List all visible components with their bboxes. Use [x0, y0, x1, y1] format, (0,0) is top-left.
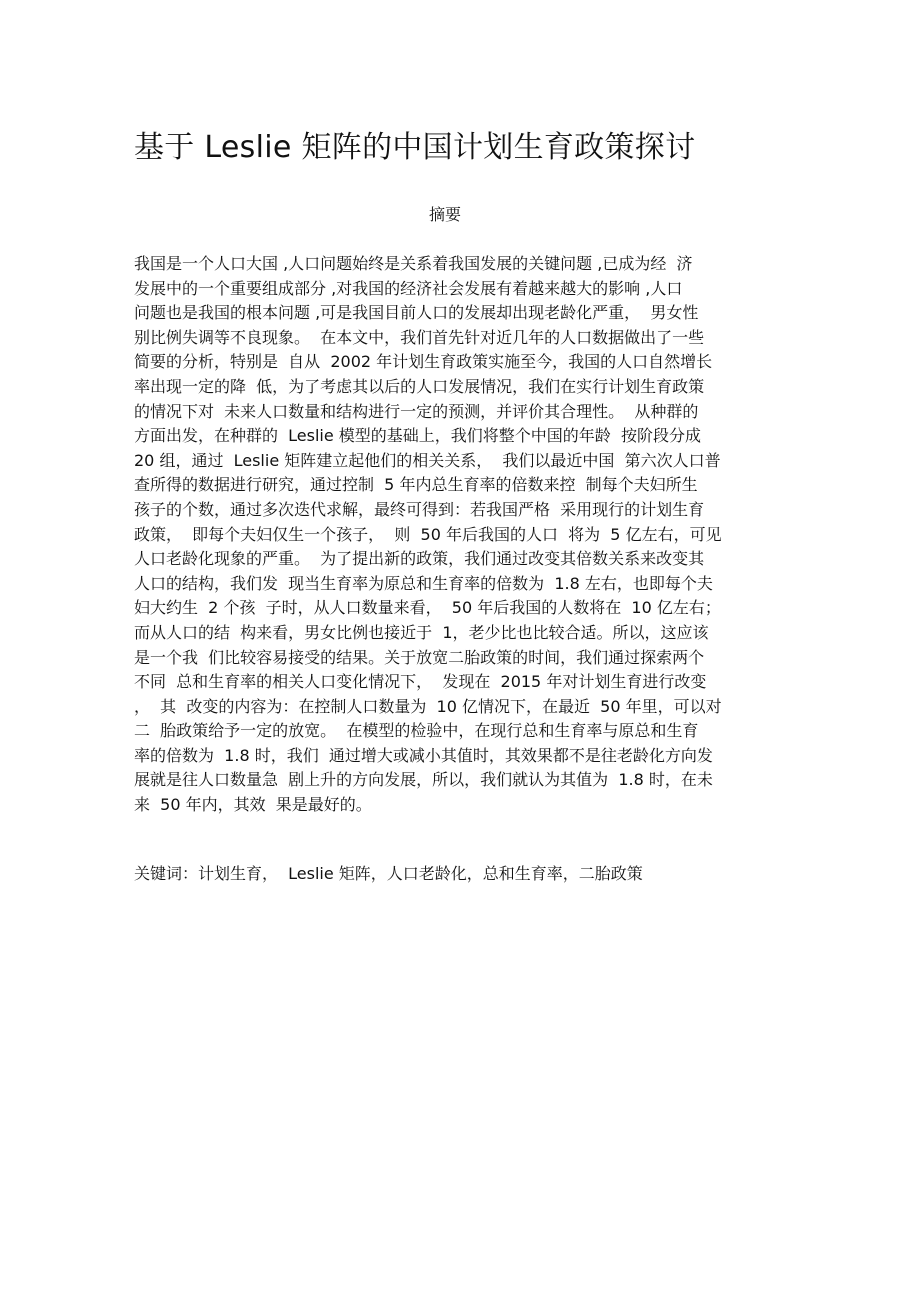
abstract-line: 而从人口的结 构来看，男女比例也接近于 1，老少比也比较合适。所以，这应该: [134, 622, 709, 642]
abstract-line: 查所得的数据进行研究，通过控制 5 年内总生育率的倍数来控 制每个夫妇所生: [134, 475, 698, 495]
abstract-line: 来 50 年内，其效 果是最好的。: [134, 795, 372, 815]
abstract-line: 人口老龄化现象的严重。 为了提出新的政策，我们通过改变其倍数关系来改变其: [134, 549, 705, 569]
abstract-line: 20 组，通过 Leslie 矩阵建立起他们的相关关系， 我们以最近中国 第六次人口普: [134, 450, 721, 470]
abstract-line: 不同 总和生育率的相关人口变化情况下， 发现在 2015 年对计划生育进行改变: [134, 672, 707, 692]
abstract-line: 展就是往人口数量急 剧上升的方向发展，所以，我们就认为其值为 1.8 时，在未: [134, 770, 713, 790]
abstract-line: 二 胎政策给予一定的放宽。 在模型的检验中，在现行总和生育率与原总和生育: [134, 721, 699, 741]
abstract-line: 我国是一个人口大国 ,人口问题始终是关系着我国发展的关键问题 ,已成为经 济: [134, 254, 693, 273]
abstract-line: 孩子的个数，通过多次迭代求解，最终可得到：若我国严格 采用现行的计划生育: [134, 499, 705, 519]
abstract-line: 问题也是我国的根本问题 ,可是我国目前人口的发展却出现老龄化严重， 男女性: [134, 303, 699, 323]
abstract-line: 方面出发，在种群的 Leslie 模型的基础上，我们将整个中国的年龄 按阶段分成: [134, 426, 701, 446]
abstract-line: 政策， 即每个夫妇仅生一个孩子， 则 50 年后我国的人口 将为 5 亿左右，可见: [134, 524, 722, 544]
abstract-line: 简要的分析，特别是 自从 2002 年计划生育政策实施至今，我国的人口自然增长: [134, 352, 713, 372]
abstract-line: 是一个我 们比较容易接受的结果。关于放宽二胎政策的时间，我们通过探索两个: [134, 647, 705, 667]
abstract-line: 的情况下对 未来人口数量和结构进行一定的预测，并评价其合理性。 从种群的: [134, 401, 699, 421]
abstract-line: 率的倍数为 1.8 时，我们 通过增大或减小其值时，其效果都不是往老龄化方向发: [134, 745, 713, 765]
abstract-line: 率出现一定的降 低，为了考虑其以后的人口发展情况，我们在实行计划生育政策: [134, 376, 705, 396]
abstract-line: ， 其 改变的内容为：在控制人口数量为 10 亿情况下，在最近 50 年里，可以对: [134, 696, 722, 716]
abstract-line: 人口的结构，我们发 现当生育率为原总和生育率的倍数为 1.8 左右，也即每个夫: [134, 573, 713, 593]
abstract-body: [134, 252, 774, 818]
abstract-line: 发展中的一个重要组成部分 ,对我国的经济社会发展有着越来越大的影响 ,人口: [134, 278, 683, 298]
keywords-line: 关键词：计划生育， Leslie 矩阵，人口老龄化，总和生育率，二胎政策: [134, 864, 643, 883]
abstract-heading: 摘要: [428, 205, 461, 224]
paper-title: 基于 Leslie 矩阵的中国计划生育政策探讨: [134, 130, 696, 165]
abstract-line: 别比例失调等不良现象。 在本文中，我们首先针对近几年的人口数据做出了一些: [134, 327, 705, 347]
abstract-line: 妇大约生 2 个孩 子时，从人口数量来看， 50 年后我国的人数将在 10 亿左右；: [134, 598, 721, 618]
